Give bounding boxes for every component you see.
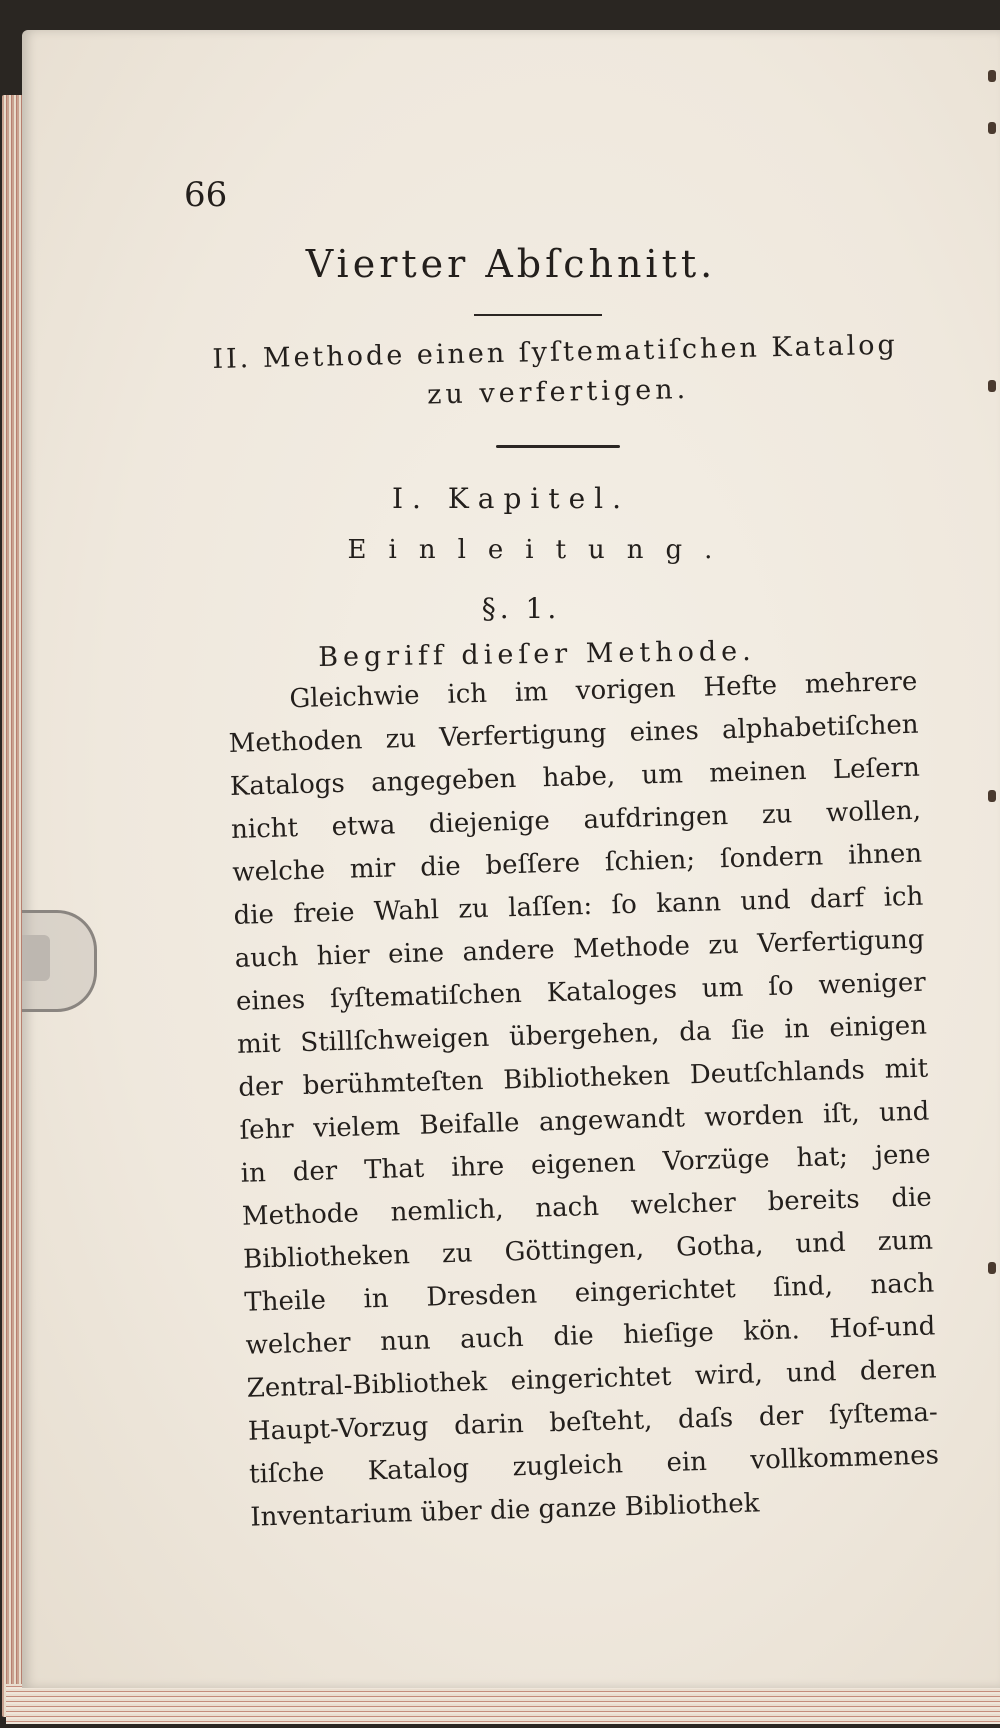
ornament-rule [496,445,620,448]
word: eingerichtet [574,1274,736,1309]
word: Zentral-Bibliothek [246,1367,488,1404]
word: Hefte [703,670,778,703]
word: hier [316,940,371,972]
word: welcher [630,1188,737,1221]
word: ich [447,678,488,710]
word: nicht [230,813,299,845]
divider-rule [474,314,602,316]
word: Beifalle [419,1108,520,1141]
word: der [237,1071,284,1103]
word: einigen [828,1010,928,1044]
word: vorigen [575,673,677,707]
word: um [701,972,744,1004]
word: iſt, [822,1098,861,1130]
word: Dresden [425,1279,538,1313]
book-page [22,30,1000,1688]
word: Methode [241,1198,360,1232]
word: Kataloges [546,974,678,1009]
word: nach [870,1268,935,1301]
word: zum [877,1225,934,1258]
word: Haupt-Vorzug [247,1411,429,1447]
paragraph-sign: §. 1. [481,592,561,625]
word: Leſern [832,752,921,786]
edge-mark [988,70,996,82]
word: und [740,885,791,917]
word: nemlich, [390,1194,505,1228]
word: der [758,1401,804,1433]
word: zugleich [512,1449,624,1483]
word: hat; [796,1141,849,1174]
word: Wahl [373,895,440,927]
word: habe, [542,761,616,794]
word: ihre [450,1151,505,1183]
word: die [890,1182,933,1214]
word: etwa [331,810,396,843]
word: angewandt [538,1103,686,1138]
word: diejenige [428,806,551,840]
word: zu [385,723,417,755]
edge-mark [988,122,996,134]
word: zu [441,1238,473,1270]
word: meinen [708,755,807,789]
word: tiſche [248,1457,325,1490]
body-text [227,661,941,1540]
word: mir [349,853,396,885]
word: darin [453,1409,525,1441]
word: mit [884,1053,929,1085]
word: jene [874,1139,931,1172]
word: Verfertigung [756,924,925,960]
word: der [292,1156,338,1188]
word: Theile [243,1285,327,1318]
word: da [678,1016,712,1048]
word: welche [231,855,326,888]
word: in [240,1158,267,1189]
word: Bibliotheken [242,1240,411,1275]
word: um [641,759,684,791]
word: und [785,1357,837,1389]
word: nun [379,1325,431,1357]
word: darf [809,883,865,915]
word: kann [655,887,722,920]
word: ſie [730,1015,766,1047]
word: kön. [742,1315,801,1347]
word: nach [535,1191,600,1224]
word: eigenen [530,1147,637,1181]
word: mehrere [804,666,918,700]
word: die [233,899,275,931]
word: auch [459,1322,525,1355]
line-text: Inventarium über die ganze Bibliothek [249,1488,760,1533]
word: angegeben [370,763,517,799]
word: in [363,1283,390,1315]
word: wollen, [825,795,922,829]
word: ſehr [239,1114,295,1146]
word: ſyſtematiſchen [329,978,523,1015]
word: weniger [818,967,927,1001]
word: eines [629,715,700,748]
word: ſyſtema- [828,1397,939,1431]
word: wird, [694,1359,764,1392]
word: eine [387,938,445,970]
word: deren [859,1354,937,1387]
word: ihnen [847,838,923,871]
word: Göttingen, [504,1233,645,1268]
word: zu [761,799,793,831]
word: die [419,851,462,883]
page-text [22,30,1000,1688]
word: Gotha, [675,1230,764,1263]
word: Bibliotheken [502,1060,671,1096]
word: und [878,1096,930,1128]
subtitle [212,326,904,420]
word: berühmteſten [302,1066,484,1102]
word: ſchien; [604,845,696,878]
subtitle-line-2: zu verfertigen. [426,374,690,411]
word: zu [457,893,490,925]
introduction-heading: Einleitung. [347,535,735,565]
word: und [795,1227,847,1260]
word: auch [234,942,299,974]
word: mit [236,1028,282,1060]
word: beſſere [485,848,581,881]
word: welcher [245,1327,352,1361]
word: vollkommenes [749,1440,940,1476]
word: Methode [572,931,691,965]
edge-mark [988,1262,996,1274]
chapter-heading: I. Kapitel. [391,482,631,515]
word: Vorzüge [662,1144,770,1178]
word: ſind, [772,1271,834,1303]
word: freie [292,897,355,930]
word: vielem [312,1111,401,1144]
word: ſo [611,889,638,921]
word: in [784,1013,810,1045]
page-number: 66 [184,175,228,215]
word: ſo [767,971,794,1003]
word: andere [462,934,555,968]
word: alphabetiſchen [721,709,919,746]
word: Katalogs [229,768,346,802]
word: Verfertigung [438,718,607,754]
word: übergehen, [508,1018,660,1053]
paragraph-heading: Begriff dieſer Methode. [318,635,756,673]
word: die [552,1321,595,1353]
word: Stillſchweigen [300,1022,490,1059]
edge-mark [988,790,996,802]
word: daſs [677,1403,734,1435]
word: Methoden [228,725,363,759]
word: Deutſchlands [689,1055,866,1091]
word: aufdringen [583,801,729,836]
word: laſſen: [507,890,593,924]
word: That [363,1153,425,1186]
word: zu [707,929,740,961]
word: beſteht, [549,1405,653,1439]
word: Gleichwie [289,680,420,715]
word: eines [235,984,306,1017]
edge-mark [988,380,996,392]
word: ich [883,881,924,913]
word: Hof-und [828,1311,936,1345]
word: im [514,677,549,708]
word: ein [666,1446,708,1479]
subtitle-line-1: II. Methode einen ſyſtematiſchen Katalog [212,329,899,375]
page-bottom-edge [6,1684,1000,1724]
word: eingerichtet [510,1361,672,1397]
section-title: Vierter Abſchnitt. [305,242,717,286]
word: hieſige [622,1317,715,1351]
word: bereits [767,1184,860,1218]
word: Katalog [367,1453,470,1487]
word: worden [703,1100,804,1133]
word: ſondern [719,841,824,875]
